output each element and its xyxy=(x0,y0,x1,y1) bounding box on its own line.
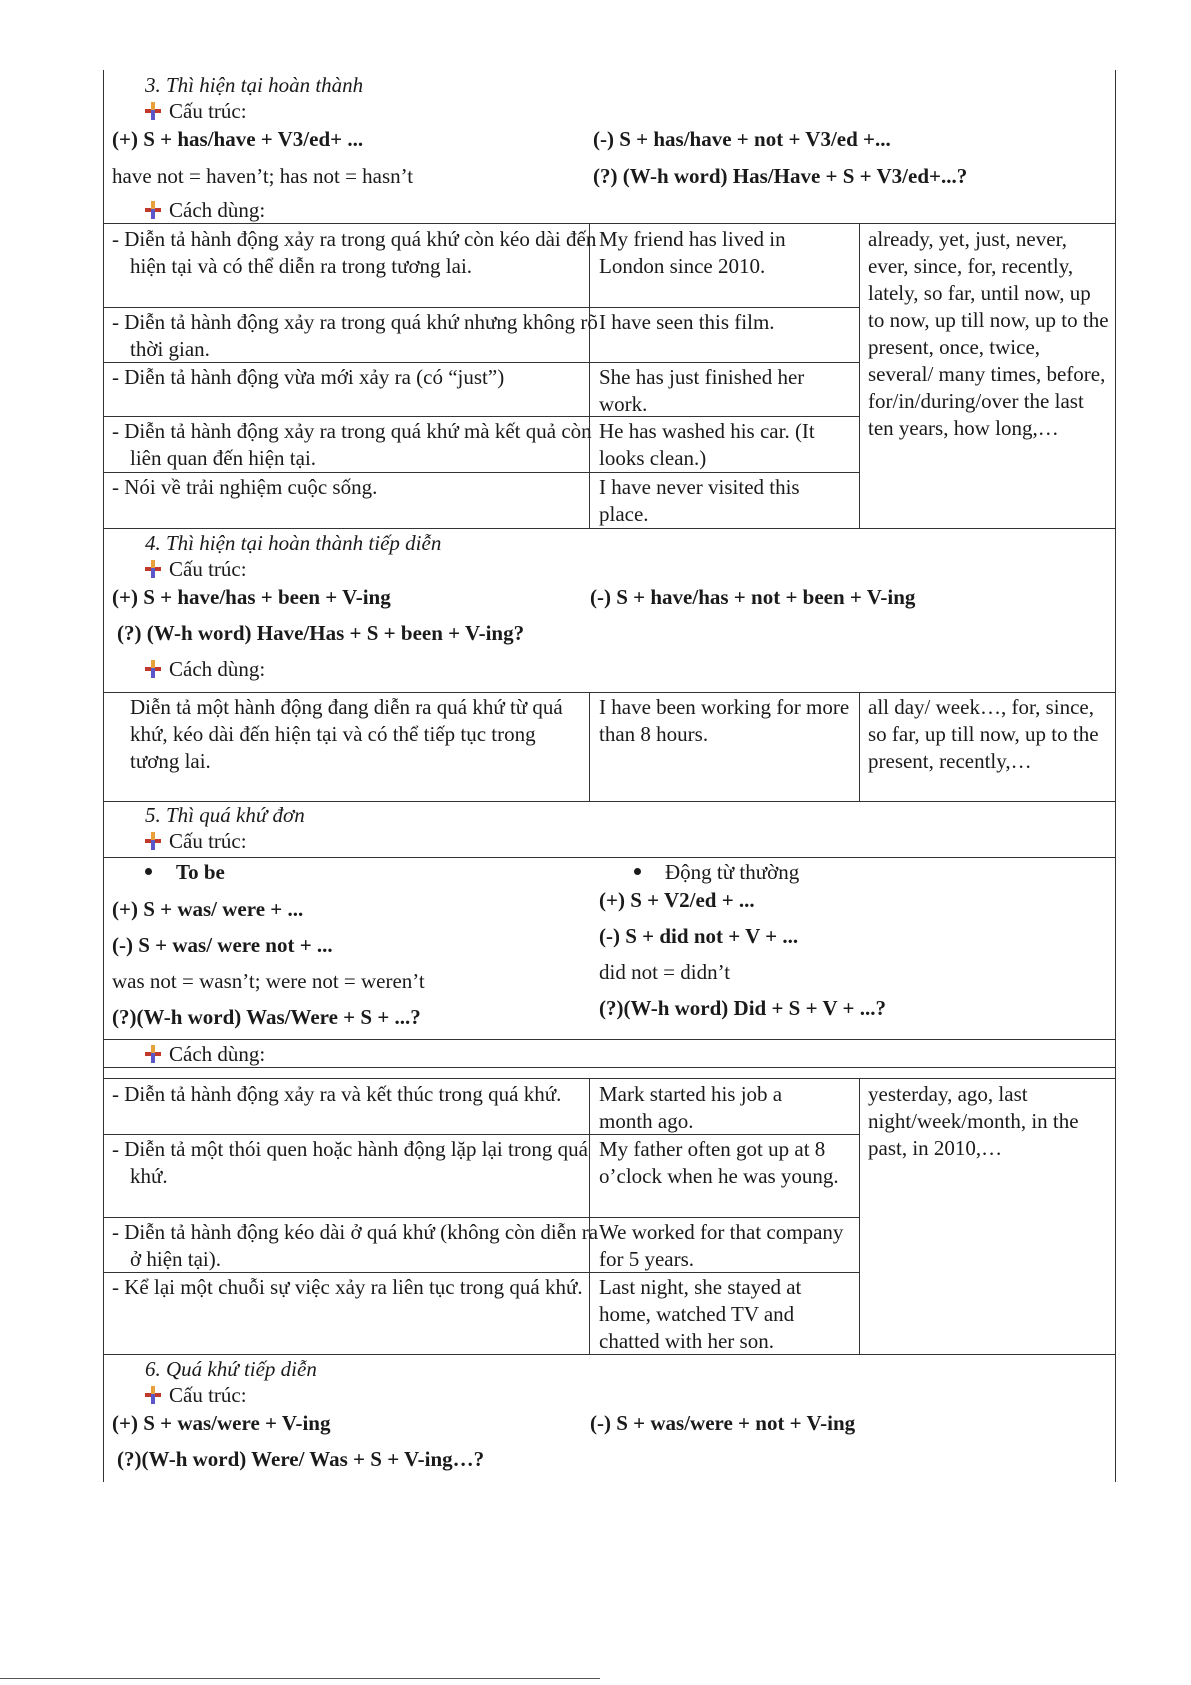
formula-question: (?)(W-h word) Was/Were + S + ...? xyxy=(112,1005,421,1029)
example-cell: My father often got up at 8 o’clock when he was young. xyxy=(599,1137,839,1188)
verb-label: Động từ thường xyxy=(665,860,800,884)
usage-cell: - Diễn tả hành động vừa mới xảy ra (có “just”) xyxy=(112,365,505,389)
formula-negative: (-) S + have/has + not + been + V-ing xyxy=(590,585,916,609)
formula-positive: (+) S + V2/ed + ... xyxy=(599,888,755,912)
structure-heading xyxy=(145,1383,247,1408)
page-footer-rule xyxy=(0,1678,600,1679)
structure-label: Cấu trúc: xyxy=(169,557,247,581)
formula-question: (?)(W-h word) Were/ Was + S + V-ing…? xyxy=(117,1447,485,1471)
section-title: 3. Thì hiện tại hoàn thành xyxy=(145,73,364,97)
usage-cell: - Diễn tả hành động xảy ra trong quá khứ nhưng không rõ thời gian. xyxy=(112,310,598,361)
arrow-bullet-icon xyxy=(145,201,161,219)
arrow-bullet-icon xyxy=(145,560,161,578)
rule xyxy=(103,857,1115,858)
usage-label: Cách dùng: xyxy=(169,657,266,681)
rule xyxy=(103,1217,859,1218)
formula-negative: (-) S + did not + V + ... xyxy=(599,924,799,948)
contraction-note: was not = wasn’t; were not = weren’t xyxy=(112,969,425,993)
rule xyxy=(103,223,1115,224)
structure-label: Cấu trúc: xyxy=(169,1383,247,1407)
usage-label: Cách dùng: xyxy=(169,1042,266,1066)
rule xyxy=(103,307,859,308)
arrow-bullet-icon xyxy=(145,660,161,678)
arrow-bullet-icon xyxy=(145,1386,161,1404)
rule xyxy=(103,472,859,473)
structure-heading xyxy=(145,829,247,854)
example-cell: Mark started his job a month ago. xyxy=(599,1082,783,1133)
usage-cell: - Nói về trải nghiệm cuộc sống. xyxy=(112,475,378,499)
table-border-right xyxy=(1115,70,1116,1482)
col-divider xyxy=(859,223,860,528)
table-border-left xyxy=(103,70,104,1482)
formula-negative: (-) S + was/were + not + V-ing xyxy=(590,1411,856,1435)
structure-heading xyxy=(145,99,247,124)
tobe-heading xyxy=(145,860,225,885)
usage-cell: - Kể lại một chuỗi sự việc xảy ra liên tục trong quá khứ. xyxy=(112,1275,583,1299)
example-cell: I have been working for more than 8 hours. xyxy=(599,695,850,746)
usage-cell: - Diễn tả hành động xảy ra và kết thúc trong quá khứ. xyxy=(112,1082,562,1106)
structure-label: Cấu trúc: xyxy=(169,99,247,123)
formula-negative: (-) S + has/have + not + V3/ed +... xyxy=(593,127,891,151)
col-divider xyxy=(859,692,860,801)
usage-cell: Diễn tả một hành động đang diễn ra quá khứ từ quá khứ, kéo dài đến hiện tại và có thể tiếp tục trong tương lai. xyxy=(130,695,563,773)
formula-question: (?) (W-h word) Has/Have + S + V3/ed+...? xyxy=(593,164,968,188)
usage-heading xyxy=(145,198,265,223)
contraction-note: have not = haven’t; has not = hasn’t xyxy=(112,164,414,188)
formula-positive: (+) S + was/were + V-ing xyxy=(112,1411,331,1435)
col-divider xyxy=(589,1078,590,1354)
bullet-icon xyxy=(634,868,641,875)
signal-words-cell: all day/ week…, for, since, so far, up till now, up to the present, recently,… xyxy=(868,695,1099,773)
col-divider xyxy=(589,692,590,801)
verb-heading xyxy=(634,860,799,885)
structure-heading xyxy=(145,557,247,582)
rule xyxy=(103,692,1115,693)
rule xyxy=(103,1078,1115,1079)
rule xyxy=(103,801,1115,802)
formula-positive: (+) S + has/have + V3/ed+ ... xyxy=(112,127,364,151)
bullet-icon xyxy=(145,868,152,875)
arrow-bullet-icon xyxy=(145,1045,161,1063)
example-cell: She has just finished her work. xyxy=(599,365,805,416)
example-cell: We worked for that company for 5 years. xyxy=(599,1220,844,1271)
signal-words-cell: yesterday, ago, last night/week/month, in the past, in 2010,… xyxy=(868,1082,1079,1160)
section-title: 5. Thì quá khứ đơn xyxy=(145,803,305,827)
section-title: 4. Thì hiện tại hoàn thành tiếp diễn xyxy=(145,531,442,555)
example-cell: He has washed his car. (It looks clean.) xyxy=(599,419,815,470)
example-cell: I have never visited this place. xyxy=(599,475,800,526)
formula-question: (?)(W-h word) Did + S + V + ...? xyxy=(599,996,886,1020)
example-cell: My friend has lived in London since 2010. xyxy=(599,227,786,278)
usage-label: Cách dùng: xyxy=(169,198,266,222)
usage-cell: - Diễn tả hành động kéo dài ở quá khứ (không còn diễn ra ở hiện tại). xyxy=(112,1220,599,1271)
rule xyxy=(103,528,1115,529)
usage-cell: - Diễn tả hành động xảy ra trong quá khứ mà kết quả còn liên quan đến hiện tại. xyxy=(112,419,592,470)
formula-question: (?) (W-h word) Have/Has + S + been + V-ing? xyxy=(117,621,525,645)
signal-words-cell: already, yet, just, never, ever, since, for, recently, lately, so far, until now, up to now, up till now, up to the present, once, twice, several/ many times, before, for/in/during/over the last ten years, how long,… xyxy=(868,227,1109,440)
col-divider xyxy=(859,1078,860,1354)
formula-positive: (+) S + was/ were + ... xyxy=(112,897,304,921)
usage-heading xyxy=(145,657,265,682)
example-cell: I have seen this film. xyxy=(599,310,775,334)
arrow-bullet-icon xyxy=(145,102,161,120)
arrow-bullet-icon xyxy=(145,832,161,850)
usage-cell: - Diễn tả một thói quen hoặc hành động lặp lại trong quá khứ. xyxy=(112,1137,588,1188)
section-title: 6. Quá khứ tiếp diễn xyxy=(145,1357,317,1381)
rule xyxy=(103,1067,1115,1068)
structure-label: Cấu trúc: xyxy=(169,829,247,853)
example-cell: Last night, she stayed at home, watched TV and chatted with her son. xyxy=(599,1275,802,1353)
tobe-label: To be xyxy=(176,860,225,884)
formula-negative: (-) S + was/ were not + ... xyxy=(112,933,333,957)
rule xyxy=(103,1039,1115,1040)
formula-positive: (+) S + have/has + been + V-ing xyxy=(112,585,391,609)
contraction-note: did not = didn’t xyxy=(599,960,731,984)
usage-cell: - Diễn tả hành động xảy ra trong quá khứ còn kéo dài đến hiện tại và có thể diễn ra trong tương lai. xyxy=(112,227,597,278)
usage-heading xyxy=(145,1042,265,1067)
